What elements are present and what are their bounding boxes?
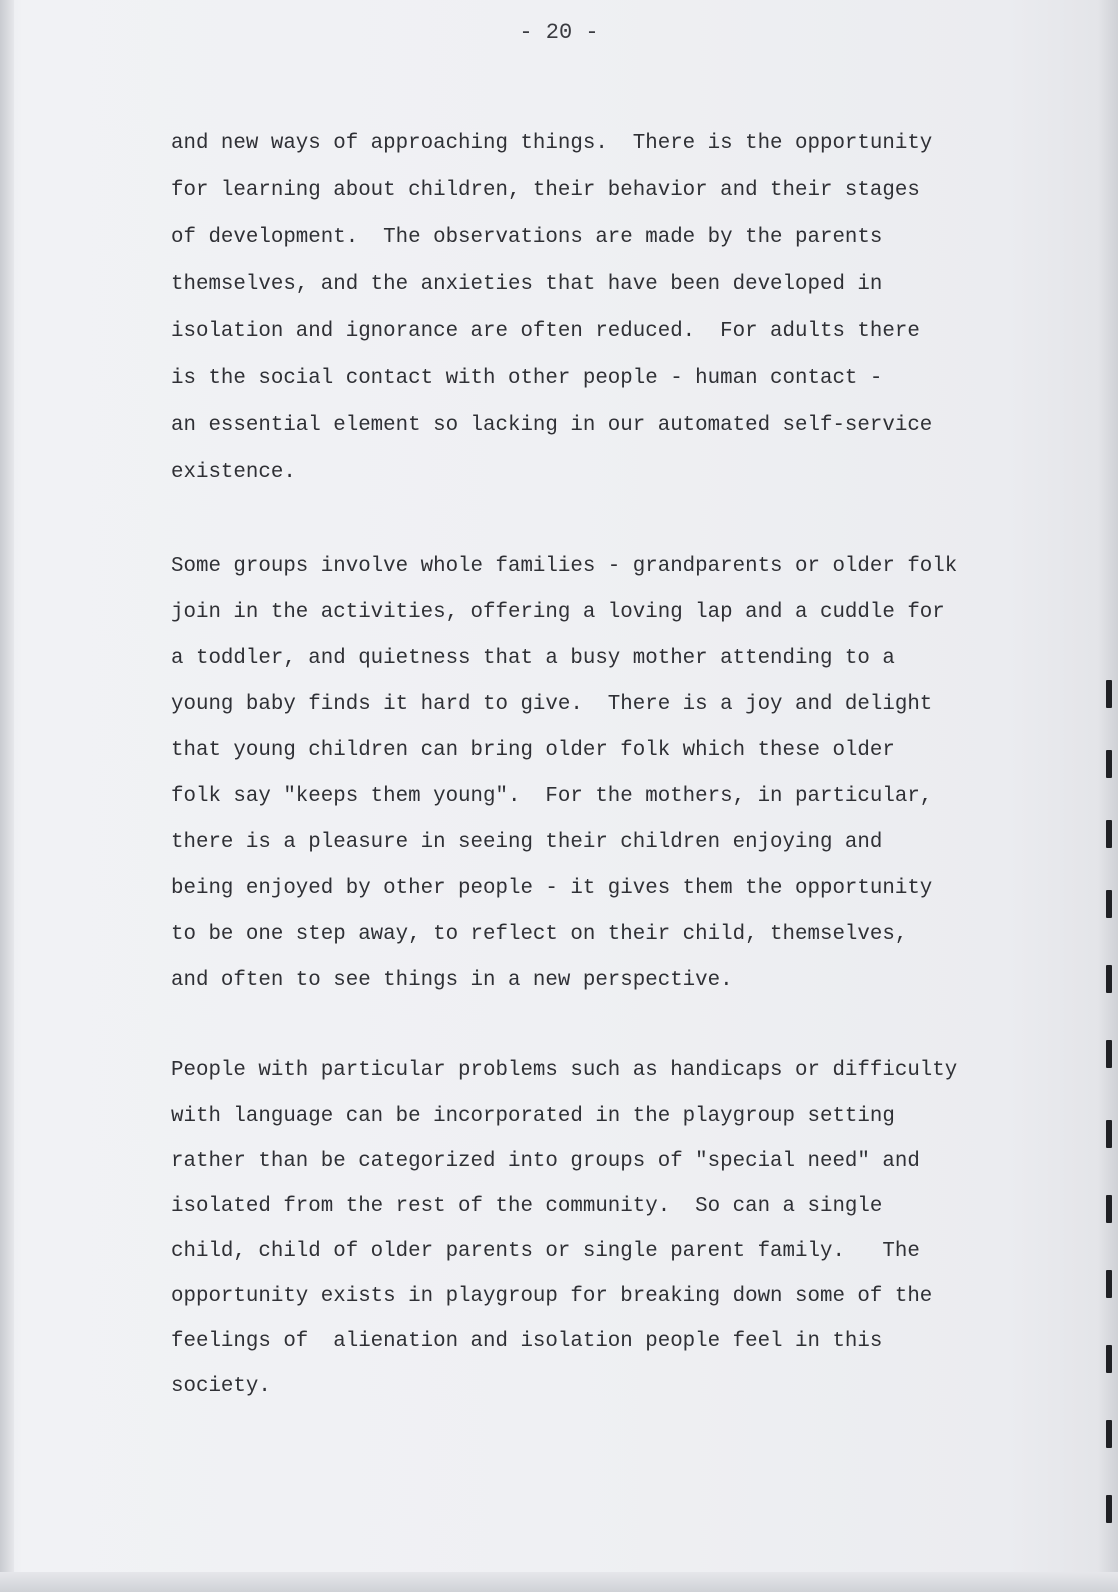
- binding-hole: [1106, 1345, 1112, 1373]
- text-line: young baby finds it hard to give. There is a joy and delight: [171, 693, 933, 716]
- text-line: opportunity exists in playgroup for breaking down some of the: [171, 1285, 933, 1308]
- text-line: rather than be categorized into groups of "special need" and: [171, 1150, 920, 1173]
- text-line: folk say "keeps them young". For the mothers, in particular,: [171, 785, 933, 808]
- text-line: feelings of alienation and isolation people feel in this: [171, 1330, 883, 1353]
- text-line: there is a pleasure in seeing their children enjoying and: [171, 831, 883, 854]
- binding-hole: [1106, 1120, 1112, 1148]
- binding-hole: [1106, 1270, 1112, 1298]
- binding-hole: [1106, 1040, 1112, 1068]
- binding-hole: [1106, 680, 1112, 708]
- text-line: and new ways of approaching things. There is the opportunity: [171, 132, 933, 155]
- page-left-edge: [0, 0, 14, 1592]
- text-line: child, child of older parents or single parent family. The: [171, 1240, 920, 1263]
- text-line: Some groups involve whole families - grandparents or older folk: [171, 555, 958, 578]
- text-line: isolation and ignorance are often reduced. For adults there: [171, 320, 920, 343]
- binding-hole: [1106, 820, 1112, 848]
- text-line: society.: [171, 1375, 271, 1398]
- text-line: People with particular problems such as handicaps or difficulty: [171, 1059, 958, 1082]
- binding-hole: [1106, 890, 1112, 918]
- text-line: that young children can bring older folk which these older: [171, 739, 895, 762]
- text-line: an essential element so lacking in our automated self-service: [171, 414, 933, 437]
- text-line: with language can be incorporated in the playgroup setting: [171, 1105, 895, 1128]
- binding-hole: [1106, 1495, 1112, 1523]
- page-number: - 20 -: [519, 20, 599, 45]
- binding-hole: [1106, 750, 1112, 778]
- binding-hole: [1106, 1420, 1112, 1448]
- text-line: to be one step away, to reflect on their child, themselves,: [171, 923, 908, 946]
- text-line: is the social contact with other people - human contact -: [171, 367, 883, 390]
- text-line: existence.: [171, 461, 296, 484]
- text-line: join in the activities, offering a loving lap and a cuddle for: [171, 601, 945, 624]
- spiral-binding: [1106, 680, 1114, 1580]
- text-line: themselves, and the anxieties that have been developed in: [171, 273, 883, 296]
- binding-hole: [1106, 1195, 1112, 1223]
- text-line: and often to see things in a new perspective.: [171, 969, 733, 992]
- text-line: a toddler, and quietness that a busy mother attending to a: [171, 647, 895, 670]
- text-line: for learning about children, their behavior and their stages: [171, 179, 920, 202]
- binding-hole: [1106, 965, 1112, 993]
- text-line: isolated from the rest of the community. So can a single: [171, 1195, 883, 1218]
- page-bottom-edge: [0, 1572, 1118, 1592]
- text-line: of development. The observations are made by the parents: [171, 226, 883, 249]
- text-line: being enjoyed by other people - it gives them the opportunity: [171, 877, 933, 900]
